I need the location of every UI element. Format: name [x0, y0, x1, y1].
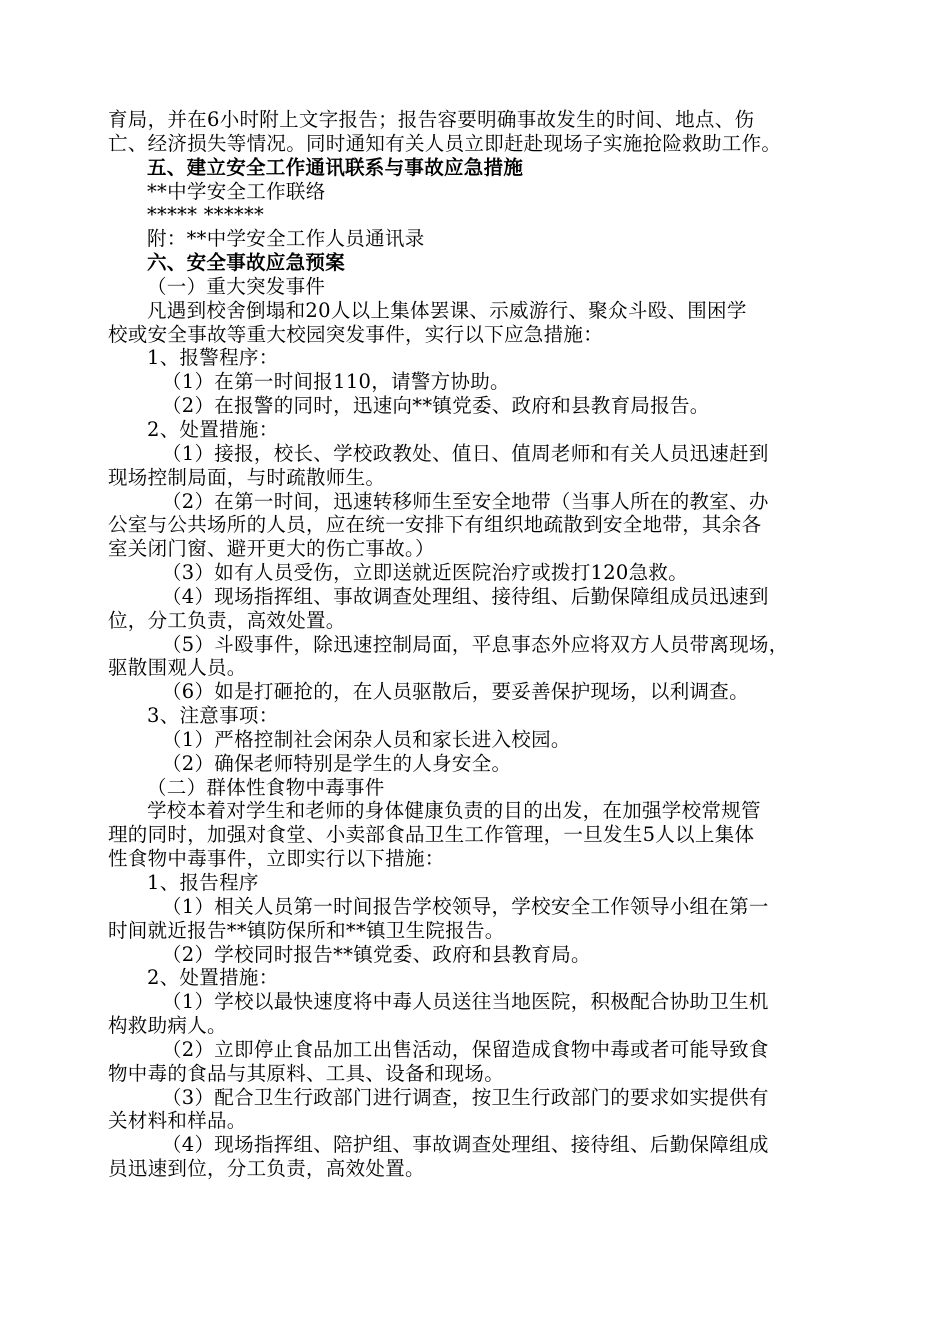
list-item: （1）相关人员第一时间报告学校领导，学校安全工作领导小组在第一 — [162, 894, 769, 918]
paragraph-line: 员迅速到位，分工负责，高效处置。 — [108, 1157, 425, 1181]
paragraph-line: 物中毒的食品与其原料、工具、设备和现场。 — [108, 1061, 505, 1085]
paragraph-line: 育局，并在6小时附上文字报告；报告容要明确事故发生的时间、地点、伤 — [108, 108, 755, 131]
subsection-heading: （二）群体性食物中毒事件 — [147, 775, 385, 799]
list-heading: 2、处置措施： — [147, 966, 279, 990]
list-item: （1）严格控制社会闲杂人员和家长进入校园。 — [162, 727, 571, 751]
paragraph-line: 学校本着对学生和老师的身体健康负责的目的出发，在加强学校常规管 — [147, 799, 761, 823]
list-heading: 1、报告程序 — [147, 871, 259, 894]
paragraph-line: 现场控制局面，与时疏散师生。 — [108, 465, 386, 489]
paragraph-line: 时间就近报告**镇防保所和**镇卫生院报告。 — [108, 918, 505, 942]
document-page — [108, 108, 868, 1181]
paragraph-line: 理的同时，加强对食堂、小卖部食品卫生工作管理，一旦发生5人以上集体 — [108, 823, 755, 847]
list-item: （5）斗殴事件，除迅速控制局面，平息事态外应将双方人员带离现场， — [162, 632, 789, 656]
list-item: （1）学校以最快速度将中毒人员送往当地医院，积极配合协助卫生机 — [162, 990, 769, 1014]
list-item: （2）立即停止食品加工出售活动，保留造成食物中毒或者可能导致食 — [162, 1037, 769, 1061]
paragraph-line: 关材料和样品。 — [108, 1109, 247, 1133]
list-item: （2）在第一时间，迅速转移师生至安全地带（当事人所在的教室、办 — [162, 489, 769, 513]
paragraph-line: 凡遇到校舍倒塌和20人以上集体罢课、示威游行、聚众斗殴、围困学 — [147, 298, 747, 322]
paragraph-line: 校或安全事故等重大校园突发事件，实行以下应急措施： — [108, 322, 604, 346]
paragraph-line: ***** ****** — [147, 203, 265, 227]
paragraph-line: 构救助病人。 — [108, 1014, 227, 1038]
list-item: （1）在第一时间报110，请警方协助。 — [162, 370, 510, 394]
list-item: （2）在报警的同时，迅速向**镇党委、政府和县教育局报告。 — [162, 394, 710, 418]
paragraph-line: 位，分工负责，高效处置。 — [108, 608, 346, 632]
list-item: （4）现场指挥组、事故调查处理组、接待组、后勤保障组成员迅速到 — [162, 584, 769, 608]
list-item: （1）接报，校长、学校政教处、值日、值周老师和有关人员迅速赶到 — [162, 441, 769, 465]
list-item: （3）如有人员受伤，立即送就近医院治疗或拨打120急救。 — [162, 561, 689, 585]
paragraph-line: **中学安全工作联络 — [147, 179, 326, 203]
list-item: （4）现场指挥组、陪护组、事故调查处理组、接待组、后勤保障组成 — [162, 1133, 769, 1157]
paragraph-line: 附：**中学安全工作人员通讯录 — [147, 227, 425, 251]
paragraph-line: 公室与公共场所的人员，应在统一安排下有组织地疏散到安全地带，其余各 — [108, 513, 762, 537]
section-heading: 五、建立安全工作通讯联系与事故应急措施 — [147, 155, 524, 179]
paragraph-line: 室关闭门窗、避开更大的伤亡事故。） — [108, 537, 435, 561]
list-item: （2）确保老师特别是学生的人身安全。 — [162, 751, 512, 775]
list-item: （3）配合卫生行政部门进行调查，按卫生行政部门的要求如实提供有 — [162, 1085, 769, 1109]
list-heading: 3、注意事项： — [147, 704, 279, 728]
list-item: （2）学校同时报告**镇党委、政府和县教育局。 — [162, 942, 591, 966]
subsection-heading: （一）重大突发事件 — [147, 274, 326, 298]
paragraph-line: 亡、经济损失等情况。同时通知有关人员立即赶赴现场子实施抢险救助工作。 — [108, 131, 782, 155]
list-item: （6）如是打砸抢的，在人员驱散后，要妥善保护现场，以利调查。 — [162, 680, 749, 704]
list-heading: 1、报警程序： — [147, 346, 279, 370]
section-heading: 六、安全事故应急预案 — [147, 251, 346, 275]
list-heading: 2、处置措施： — [147, 417, 279, 441]
paragraph-line: 驱散围观人员。 — [108, 656, 247, 680]
paragraph-line: 性食物中毒事件，立即实行以下措施： — [108, 847, 445, 871]
